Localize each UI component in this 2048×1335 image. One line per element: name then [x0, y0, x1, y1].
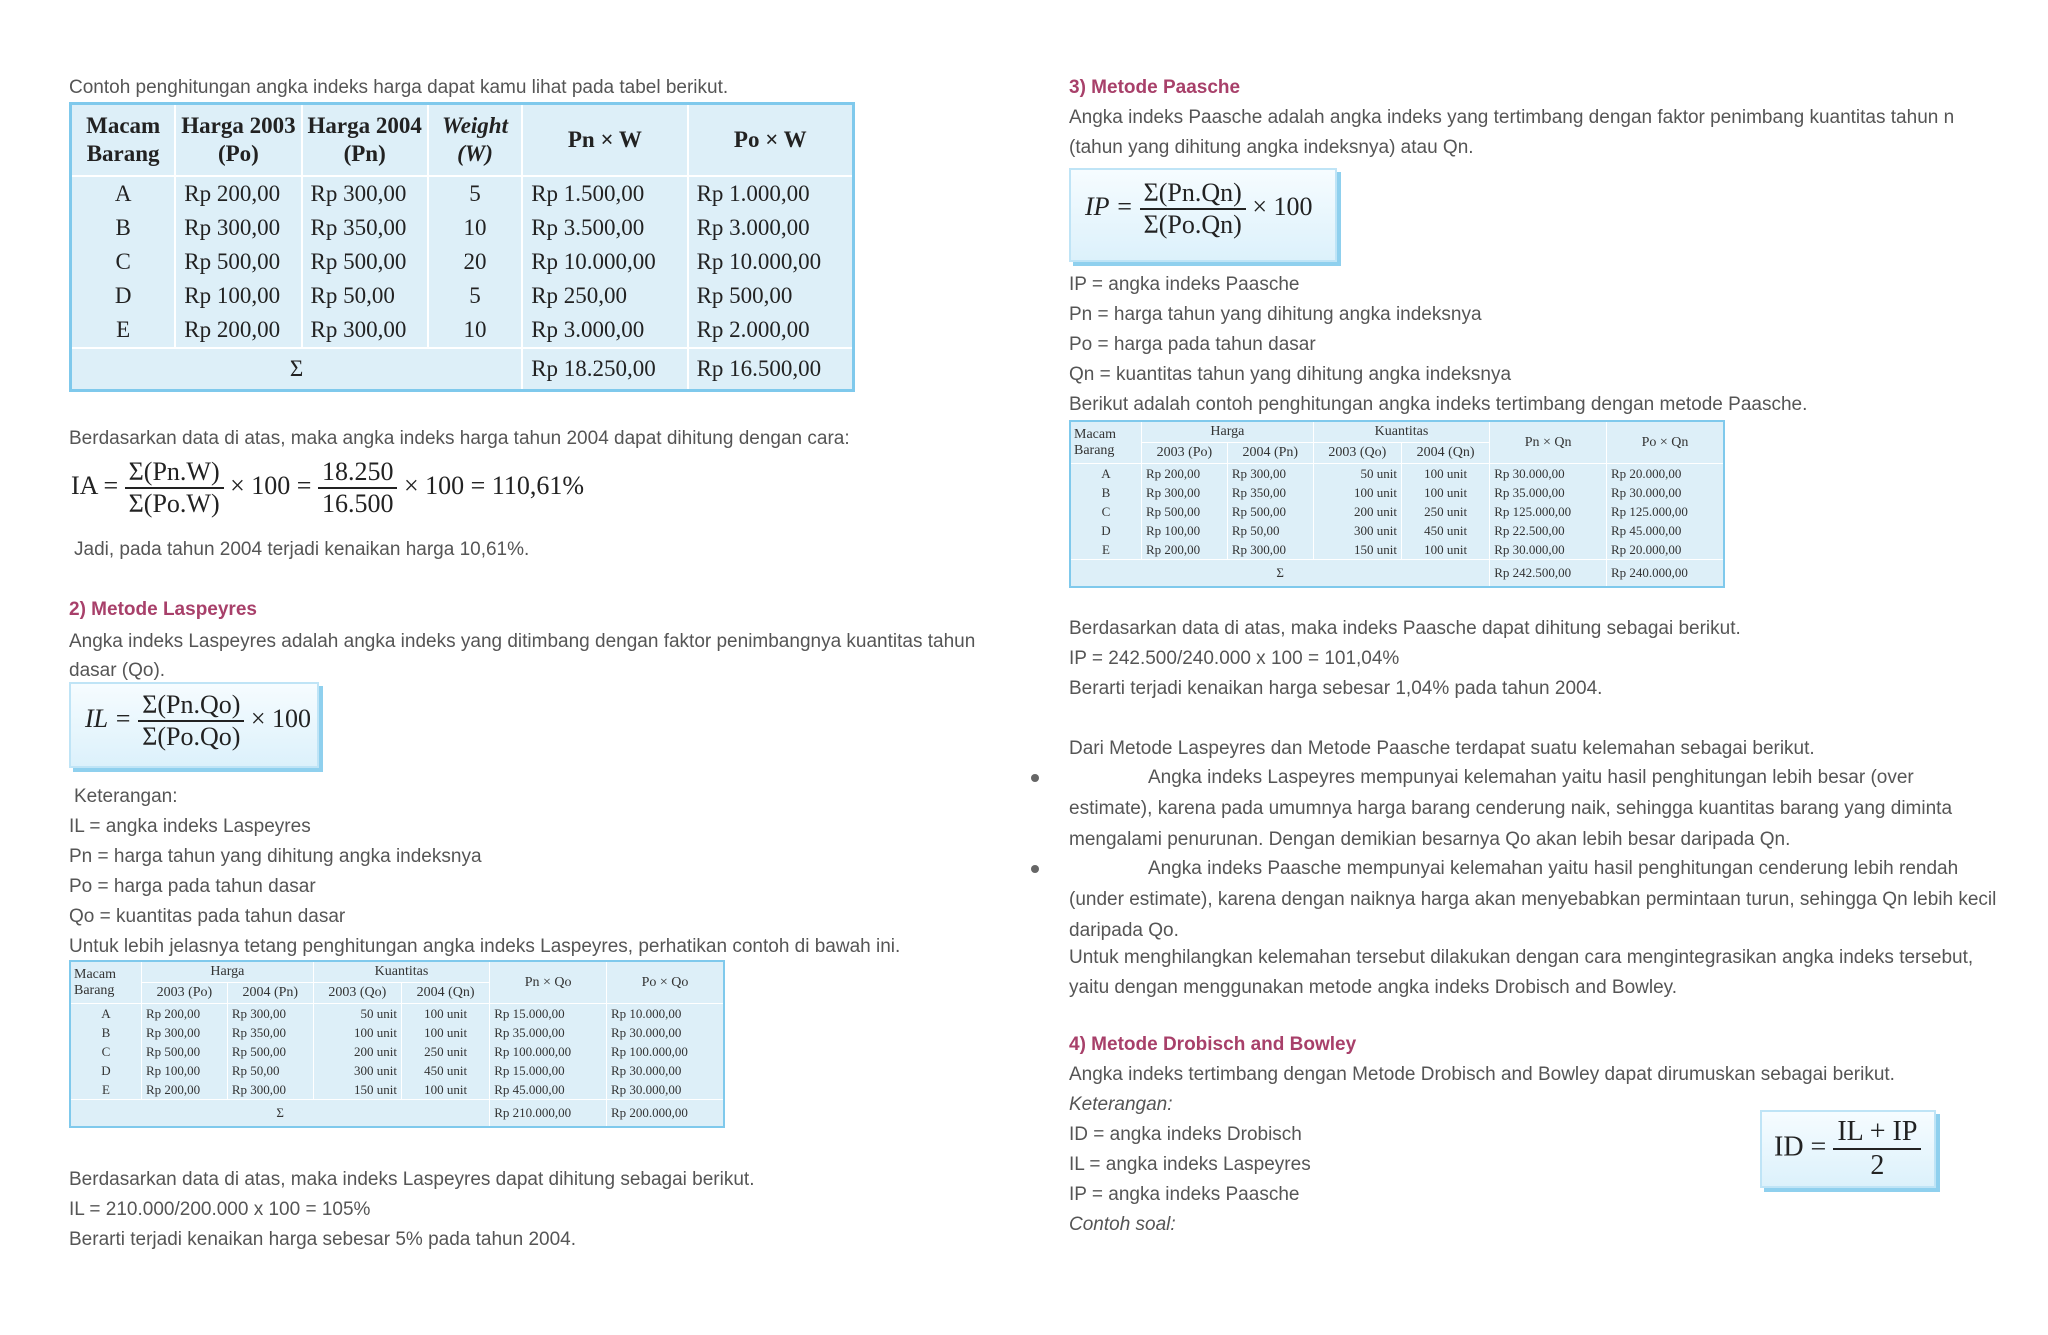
table-cell: 300 unit: [1313, 521, 1401, 540]
table-row: [71, 279, 854, 313]
table-row: [71, 211, 854, 245]
table-cell: Rp 350,00: [227, 1023, 313, 1042]
sum-po-qn: Rp 240.000,00: [1607, 560, 1725, 588]
formula-ip-box: [1069, 168, 1337, 262]
table-row: [71, 313, 854, 348]
table-row: [70, 1061, 724, 1080]
table-cell: Rp 500,00: [302, 245, 428, 279]
def-example-intro-right: Berikut adalah contoh penghitungan angka indeks tertimbang dengan metode Paasche.: [1069, 394, 1808, 415]
formula-ia-den1: Σ(Po.W): [128, 489, 220, 518]
sum-label: Σ: [70, 1100, 490, 1128]
formula-il-num: Σ(Pn.Qo): [138, 690, 244, 722]
laspeyres-desc: Angka indeks Laspeyres adalah angka indeks yang ditimbang dengan faktor penimbangnya kuantitas tahun dasar (Qo).: [69, 631, 976, 681]
table-cell: Rp 300,00: [175, 211, 301, 245]
table-cell: Rp 350,00: [1227, 483, 1313, 502]
table-cell: Rp 500,00: [227, 1042, 313, 1061]
laspeyres-result-intro: Berdasarkan data di atas, maka indeks Laspeyres dapat dihitung sebagai berikut.: [69, 1169, 755, 1190]
table-cell: Rp 10.000,00: [696, 248, 822, 274]
th-harga: Harga: [1142, 421, 1314, 443]
table-cell: 5: [428, 176, 522, 211]
table-cell: Rp 300,00: [1227, 464, 1313, 484]
weakness-intro: Dari Metode Laspeyres dan Metode Paasche terdapat suatu kelemahan sebagai berikut.: [1069, 738, 1815, 759]
th-2004-qn: 2004 (Qn): [1401, 443, 1489, 464]
paasche-desc: Angka indeks Paasche adalah angka indeks yang tertimbang dengan faktor penimbang kuantitas tahun n (tahun yang dihitung angka indeksnya) atau Qn.: [1069, 107, 1955, 158]
table-cell: 100 unit: [313, 1023, 401, 1042]
table-cell: Rp 125.000,00: [1490, 502, 1607, 521]
table-cell: Rp 50,00: [302, 279, 428, 313]
th-pn-qn: Pn × Qn: [1490, 421, 1607, 464]
table-weighted-index: [69, 102, 855, 392]
table-cell: A: [71, 176, 176, 211]
def-il: IL = angka indeks Laspeyres: [69, 816, 311, 837]
table-cell: 5: [428, 279, 522, 313]
table-cell: E: [1070, 540, 1142, 560]
table-cell: 200 unit: [1313, 502, 1401, 521]
table-row: [71, 176, 854, 211]
table-row: [70, 1080, 724, 1100]
table-cell: Rp 3.500,00: [522, 211, 687, 245]
table-cell: Rp 100,00: [142, 1061, 228, 1080]
table-cell: A: [1070, 464, 1142, 484]
formula-il-box: [69, 682, 319, 768]
table-cell: Rp 30.000,00: [1490, 464, 1607, 484]
table-cell: Rp 200,00: [142, 1004, 228, 1024]
formula-il-lhs: IL =: [85, 703, 132, 733]
th-2003-qo: 2003 (Qo): [313, 983, 401, 1004]
table-cell: A: [70, 1004, 142, 1024]
th-weight: Weight (W): [428, 104, 522, 176]
weakness-text-paasche: Angka indeks Paasche mempunyai kelemahan yaitu hasil penghitungan cenderung lebih rendah (under estimate), karena dengan naiknya harga akan menyebabkan permintaan turun, sehingga Qn lebih kecil daripada Qo.: [1069, 858, 1997, 941]
formula-ip-lhs: IP =: [1085, 191, 1134, 221]
th-po-qn: Po × Qn: [1607, 421, 1725, 464]
def-pn: Pn = harga tahun yang dihitung angka indeksnya: [69, 846, 482, 867]
table-cell: Rp 10.000,00: [611, 1005, 682, 1021]
contoh-soal: Contoh soal:: [1069, 1214, 1176, 1235]
table-cell: D: [1070, 521, 1142, 540]
weakness-text-laspeyres: Angka indeks Laspeyres mempunyai kelemahan yaitu hasil penghitungan lebih besar (over estimate), karena pada umumnya harga barang cenderung naik, sehingga kuantitas barang yang diminta mengalami penurunan. Dengan demikian besarnya Qo akan lebih besar daripada Qn.: [1069, 767, 1953, 850]
table-cell: 20: [428, 245, 522, 279]
table-cell: Rp 50,00: [227, 1061, 313, 1080]
sum-label: Σ: [1070, 560, 1490, 588]
table-cell: Rp 100.000,00: [490, 1042, 607, 1061]
table-cell: E: [70, 1080, 142, 1100]
table-cell: Rp 500,00: [142, 1042, 228, 1061]
th-2003-po: 2003 (Po): [1142, 443, 1228, 464]
th-macam-barang: Macam Barang: [70, 961, 142, 1004]
table-cell: 100 unit: [401, 1004, 489, 1024]
table-cell: 250 unit: [1401, 502, 1489, 521]
table-cell: 50 unit: [313, 1004, 401, 1024]
th-2004-qn: 2004 (Qn): [401, 983, 489, 1004]
table-cell: 250 unit: [401, 1042, 489, 1061]
def-pn-right: Pn = harga tahun yang dihitung angka indeksnya: [1069, 304, 1482, 325]
table-cell: 150 unit: [313, 1080, 401, 1100]
table-cell: Rp 100.000,00: [611, 1043, 688, 1059]
table-cell: Rp 300,00: [1227, 540, 1313, 560]
table-cell: 10: [428, 313, 522, 348]
drobisch-heading: 4) Metode Drobisch and Bowley: [1069, 1034, 1357, 1055]
table-cell: Rp 300,00: [1142, 483, 1228, 502]
table-cell: Rp 250,00: [522, 279, 687, 313]
def-qo: Qo = kuantitas pada tahun dasar: [69, 906, 346, 927]
table-cell: 150 unit: [1313, 540, 1401, 560]
table-cell: 100 unit: [1401, 483, 1489, 502]
weakness-item-laspeyres: [1069, 762, 1999, 855]
th-po-qo: Po × Qo: [607, 961, 725, 1004]
table-sum-row: [70, 1100, 724, 1128]
formula-id-num: IL + IP: [1833, 1116, 1921, 1150]
formula-ia-den2: 16.500: [321, 489, 394, 518]
table-cell: C: [70, 1042, 142, 1061]
table-cell: B: [71, 211, 176, 245]
table-cell: Rp 200,00: [1142, 540, 1228, 560]
paasche-heading: 3) Metode Paasche: [1069, 77, 1241, 98]
table-row: [1070, 521, 1724, 540]
sum-pn-w: Rp 18.250,00: [522, 348, 687, 391]
table-cell: E: [71, 313, 176, 348]
table-cell: 450 unit: [401, 1061, 489, 1080]
th-pn-qo: Pn × Qo: [490, 961, 607, 1004]
th-macam-barang: Macam Barang: [71, 104, 176, 176]
table-cell: Rp 50,00: [1227, 521, 1313, 540]
table-cell: 300 unit: [313, 1061, 401, 1080]
weakness-item-paasche: [1069, 853, 1999, 946]
table-cell: 100 unit: [1401, 464, 1489, 484]
def-id: ID = angka indeks Drobisch: [1069, 1124, 1302, 1145]
laspeyres-result-conclusion: Berarti terjadi kenaikan harga sebesar 5% pada tahun 2004.: [69, 1229, 577, 1250]
paasche-result-calc: IP = 242.500/240.000 x 100 = 101,04%: [1069, 648, 1400, 669]
formula-ia-mid: × 100 =: [230, 470, 312, 500]
table-sum-row: [1070, 560, 1724, 588]
formula-ip-rhs: × 100: [1252, 191, 1313, 221]
drobisch-desc: Angka indeks tertimbang dengan Metode Drobisch and Bowley dapat dirumuskan sebagai berikut.: [1069, 1064, 1895, 1085]
paasche-result-intro: Berdasarkan data di atas, maka indeks Paasche dapat dihitung sebagai berikut.: [1069, 618, 1741, 639]
th-2004-pn: 2004 (Pn): [227, 983, 313, 1004]
table-cell: Rp 30.000,00: [611, 1081, 682, 1097]
sum-pn-qn: Rp 242.500,00: [1490, 560, 1607, 588]
table-cell: 450 unit: [1401, 521, 1489, 540]
table-cell: Rp 30.000,00: [611, 1024, 682, 1040]
table-cell: D: [70, 1061, 142, 1080]
th-harga-2003: Harga 2003 (Po): [175, 104, 301, 176]
table-cell: Rp 1.000,00: [696, 180, 810, 206]
table-cell: Rp 300,00: [302, 176, 428, 211]
weakness-list: [1069, 762, 1999, 946]
th-harga-2004: Harga 2004 (Pn): [302, 104, 428, 176]
table-cell: 50 unit: [1313, 464, 1401, 484]
table-cell: Rp 30.000,00: [1611, 484, 1682, 500]
formula-ip-den: Σ(Po.Qn): [1143, 210, 1242, 239]
bullet-icon: [1031, 865, 1039, 873]
def-il-right: IL = angka indeks Laspeyres: [1069, 1154, 1311, 1175]
table-row: [71, 245, 854, 279]
th-harga: Harga: [142, 961, 314, 983]
th-po-w: Po × W: [688, 104, 854, 176]
table-cell: Rp 45.000,00: [490, 1080, 607, 1100]
table-sum-row: [71, 348, 854, 391]
table-cell: Rp 100,00: [175, 279, 301, 313]
def-po-right: Po = harga pada tahun dasar: [1069, 334, 1316, 355]
def-po: Po = harga pada tahun dasar: [69, 876, 316, 897]
table-cell: Rp 35.000,00: [490, 1023, 607, 1042]
table-cell: 100 unit: [1401, 540, 1489, 560]
table-row: [1070, 483, 1724, 502]
formula-id-lhs: ID =: [1774, 1131, 1827, 1163]
table-row: [1070, 464, 1724, 484]
laspeyres-heading: 2) Metode Laspeyres: [69, 599, 257, 620]
th-2003-po: 2003 (Po): [142, 983, 228, 1004]
table-cell: Rp 300,00: [142, 1023, 228, 1042]
formula-ia-num2: 18.250: [318, 457, 398, 489]
table-cell: 100 unit: [401, 1080, 489, 1100]
weakness-outro: Untuk menghilangkan kelemahan tersebut dilakukan dengan cara mengintegrasikan angka indeks tersebut, yaitu dengan menggunakan metode angka indeks Drobisch and Bowley.: [1069, 947, 1974, 998]
formula-ip-num: Σ(Pn.Qn): [1140, 178, 1246, 210]
table-cell: Rp 22.500,00: [1490, 521, 1607, 540]
formula-id-box: [1760, 1110, 1936, 1188]
table-cell: Rp 125.000,00: [1611, 503, 1688, 519]
table-row: [70, 1004, 724, 1024]
table-cell: 200 unit: [313, 1042, 401, 1061]
table-row: [1070, 540, 1724, 560]
text-after-table1: Berdasarkan data di atas, maka angka indeks harga tahun 2004 dapat dihitung dengan cara:: [69, 428, 850, 449]
table-paasche: [1069, 420, 1725, 588]
laspeyres-result-calc: IL = 210.000/200.000 x 100 = 105%: [69, 1199, 371, 1220]
sum-po-qo: Rp 200.000,00: [607, 1100, 725, 1128]
th-2004-pn: 2004 (Pn): [1227, 443, 1313, 464]
formula-id-den: 2: [1870, 1150, 1885, 1181]
table-cell: Rp 200,00: [1142, 464, 1228, 484]
table-cell: B: [70, 1023, 142, 1042]
keterangan-label-left: Keterangan:: [74, 786, 178, 807]
sum-po-w: Rp 16.500,00: [688, 348, 854, 391]
table-cell: Rp 500,00: [696, 282, 793, 308]
table-cell: 10: [428, 211, 522, 245]
table-cell: Rp 1.500,00: [522, 176, 687, 211]
bullet-icon: [1031, 774, 1039, 782]
conclusion-1: Jadi, pada tahun 2004 terjadi kenaikan harga 10,61%.: [74, 539, 530, 560]
table-cell: Rp 200,00: [175, 176, 301, 211]
table-cell: Rp 20.000,00: [1611, 541, 1682, 557]
table-cell: Rp 3.000,00: [522, 313, 687, 348]
formula-ia: [71, 457, 584, 519]
table-laspeyres: [69, 960, 725, 1128]
paasche-result-conclusion: Berarti terjadi kenaikan harga sebesar 1,04% pada tahun 2004.: [1069, 678, 1603, 699]
table-cell: C: [71, 245, 176, 279]
formula-ia-num1: Σ(Pn.W): [125, 457, 224, 489]
table-cell: Rp 20.000,00: [1611, 465, 1682, 481]
table-cell: Rp 500,00: [175, 245, 301, 279]
table-cell: Rp 15.000,00: [490, 1061, 607, 1080]
table-cell: Rp 3.000,00: [696, 214, 810, 240]
formula-il-rhs: × 100: [250, 703, 312, 733]
def-ip: IP = angka indeks Paasche: [1069, 274, 1300, 295]
table-cell: Rp 300,00: [227, 1080, 313, 1100]
table-cell: Rp 15.000,00: [490, 1004, 607, 1024]
table-cell: Rp 200,00: [142, 1080, 228, 1100]
table-cell: Rp 35.000,00: [1490, 483, 1607, 502]
table-cell: Rp 100,00: [1142, 521, 1228, 540]
table-cell: Rp 500,00: [1142, 502, 1228, 521]
def-qn: Qn = kuantitas tahun yang dihitung angka indeksnya: [1069, 364, 1512, 385]
table-cell: Rp 45.000,00: [1611, 522, 1682, 538]
table-cell: Rp 2.000,00: [696, 316, 810, 342]
table-cell: Rp 350,00: [302, 211, 428, 245]
intro-text: Contoh penghitungan angka indeks harga dapat kamu lihat pada tabel berikut.: [69, 77, 729, 98]
sum-label: Σ: [71, 348, 523, 391]
def-example-intro: Untuk lebih jelasnya tetang penghitungan angka indeks Laspeyres, perhatikan contoh di bawah ini.: [69, 936, 901, 957]
table-cell: Rp 500,00: [1227, 502, 1313, 521]
table-cell: Rp 300,00: [227, 1004, 313, 1024]
def-ip-right: IP = angka indeks Paasche: [1069, 1184, 1300, 1205]
table-cell: 100 unit: [401, 1023, 489, 1042]
th-pn-w: Pn × W: [522, 104, 687, 176]
table-cell: C: [1070, 502, 1142, 521]
th-kuantitas: Kuantitas: [1313, 421, 1490, 443]
table-cell: 100 unit: [1313, 483, 1401, 502]
table-cell: Rp 30.000,00: [611, 1062, 682, 1078]
table-row: [70, 1042, 724, 1061]
table-cell: D: [71, 279, 176, 313]
table-cell: Rp 30.000,00: [1490, 540, 1607, 560]
table-cell: B: [1070, 483, 1142, 502]
formula-ia-rhs: × 100 = 110,61%: [403, 470, 584, 500]
formula-ia-lhs: IA =: [71, 470, 119, 500]
table-cell: Rp 200,00: [175, 313, 301, 348]
table-cell: Rp 300,00: [302, 313, 428, 348]
table-row: [1070, 502, 1724, 521]
table-row: [70, 1023, 724, 1042]
sum-pn-qo: Rp 210.000,00: [490, 1100, 607, 1128]
th-2003-qo: 2003 (Qo): [1313, 443, 1401, 464]
table-cell: Rp 10.000,00: [522, 245, 687, 279]
th-kuantitas: Kuantitas: [313, 961, 490, 983]
keterangan-label-right: Keterangan:: [1069, 1094, 1173, 1115]
th-macam-barang: Macam Barang: [1070, 421, 1142, 464]
formula-il-den: Σ(Po.Qo): [142, 722, 241, 751]
